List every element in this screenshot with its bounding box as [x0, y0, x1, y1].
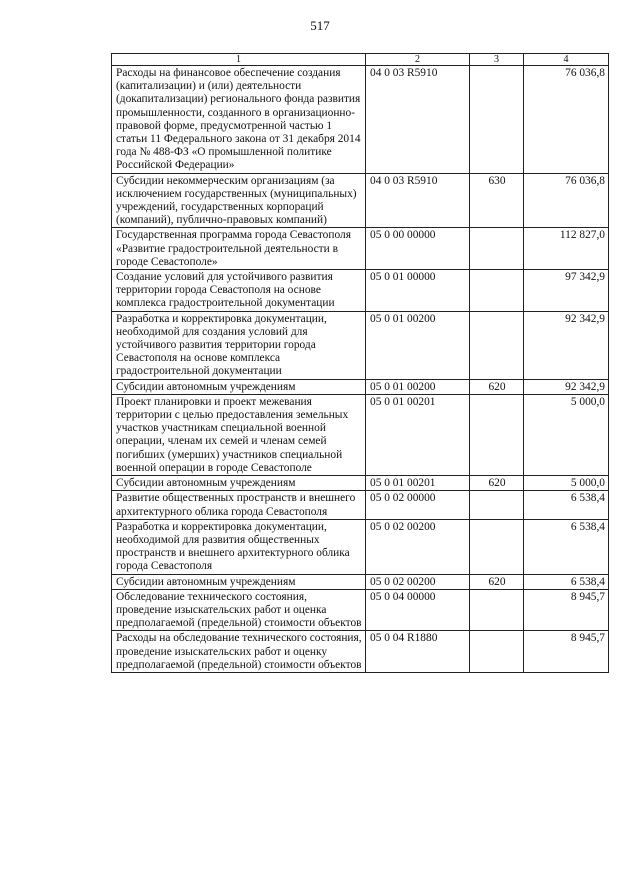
header-col-1: 1: [112, 54, 366, 66]
row-kvr: [470, 491, 524, 519]
row-code: 05 0 02 00200: [366, 519, 470, 574]
row-kvr: 620: [470, 476, 524, 491]
row-amount: 8 945,7: [524, 631, 609, 673]
row-name: Субсидии автономным учреждениям: [112, 476, 366, 491]
row-code: 04 0 03 R5910: [366, 173, 470, 228]
header-col-3: 3: [470, 54, 524, 66]
row-name: Расходы на финансовое обеспечение создания (капитализации) и (или) деятельности (докапитализации) регионального фонда развития промышленности, созданного в организационно-правовой форме, предусмотренной частью 1 статьи 11 Федерального закона от 31 декабря 2014 года № 488-ФЗ «О промышленной политике Российской Федерации»: [112, 66, 366, 174]
table-header: [112, 54, 609, 66]
row-name: Обследование технического состояния, проведение изыскательских работ и оценка предполагаемой (предельной) стоимости объектов: [112, 589, 366, 631]
row-code: 05 0 02 00200: [366, 574, 470, 589]
row-code: 04 0 03 R5910: [366, 66, 470, 174]
header-col-4: 4: [524, 54, 609, 66]
row-code: 05 0 01 00201: [366, 476, 470, 491]
row-name: Расходы на обследование технического состояния, проведение изыскательских работ и оценку предполагаемой (предельной) стоимости объектов: [112, 631, 366, 673]
row-amount: 76 036,8: [524, 173, 609, 228]
row-kvr: [470, 519, 524, 574]
row-code: 05 0 01 00000: [366, 270, 470, 312]
row-amount: 97 342,9: [524, 270, 609, 312]
row-kvr: 620: [470, 379, 524, 394]
row-code: 05 0 00 00000: [366, 228, 470, 270]
table-row: [112, 589, 609, 631]
row-name: Субсидии автономным учреждениям: [112, 574, 366, 589]
row-amount: 5 000,0: [524, 476, 609, 491]
row-name: Государственная программа города Севастополя «Развитие градостроительной деятельности в городе Севастополе»: [112, 228, 366, 270]
table-row: [112, 519, 609, 574]
row-code: 05 0 01 00201: [366, 394, 470, 475]
row-amount: 6 538,4: [524, 574, 609, 589]
page-number: 517: [310, 18, 330, 33]
row-name: Разработка и корректировка документации, необходимой для создания условий для устойчивого развития территории города Севастополя на основе комплекса градостроительной документации: [112, 311, 366, 379]
table-row: [112, 173, 609, 228]
table-row: [112, 491, 609, 519]
row-name: Субсидии некоммерческим организациям (за исключением государственных (муниципальных) учреждений, государственных корпораций (компаний), публично-правовых компаний): [112, 173, 366, 228]
row-name: Проект планировки и проект межевания территории с целью предоставления земельных участков участникам специальной военной операции, членам их семей и членам семей погибших (умерших) участников специальной военной операции в городе Севастополе: [112, 394, 366, 475]
row-kvr: [470, 228, 524, 270]
row-kvr: [470, 394, 524, 475]
row-code: 05 0 01 00200: [366, 311, 470, 379]
table-row: [112, 476, 609, 491]
row-amount: 76 036,8: [524, 66, 609, 174]
row-name: Создание условий для устойчивого развития территории города Севастополя на основе комплекса градостроительной документации: [112, 270, 366, 312]
row-amount: 112 827,0: [524, 228, 609, 270]
row-kvr: [470, 631, 524, 673]
row-code: 05 0 04 00000: [366, 589, 470, 631]
row-kvr: [470, 589, 524, 631]
row-amount: 5 000,0: [524, 394, 609, 475]
header-row: [112, 54, 609, 66]
row-kvr: [470, 270, 524, 312]
table-row: [112, 270, 609, 312]
row-code: 05 0 04 R1880: [366, 631, 470, 673]
row-amount: 92 342,9: [524, 379, 609, 394]
row-amount: 92 342,9: [524, 311, 609, 379]
row-amount: 6 538,4: [524, 491, 609, 519]
table-body: [112, 66, 609, 673]
table-row: [112, 311, 609, 379]
row-kvr: [470, 311, 524, 379]
row-kvr: [470, 66, 524, 174]
row-name: Субсидии автономным учреждениям: [112, 379, 366, 394]
row-kvr: 630: [470, 173, 524, 228]
table-row: [112, 631, 609, 673]
table-row: [112, 379, 609, 394]
table-row: [112, 394, 609, 475]
table-row: [112, 574, 609, 589]
row-amount: 6 538,4: [524, 519, 609, 574]
table-row: [112, 66, 609, 174]
table-row: [112, 228, 609, 270]
row-name: Разработка и корректировка документации, необходимой для развития общественных пространств и внешнего архитектурного облика города Севастополя: [112, 519, 366, 574]
row-code: 05 0 02 00000: [366, 491, 470, 519]
row-kvr: 620: [470, 574, 524, 589]
header-col-2: 2: [366, 54, 470, 66]
budget-table: [111, 53, 609, 673]
row-code: 05 0 01 00200: [366, 379, 470, 394]
row-amount: 8 945,7: [524, 589, 609, 631]
row-name: Развитие общественных пространств и внешнего архитектурного облика города Севастополя: [112, 491, 366, 519]
